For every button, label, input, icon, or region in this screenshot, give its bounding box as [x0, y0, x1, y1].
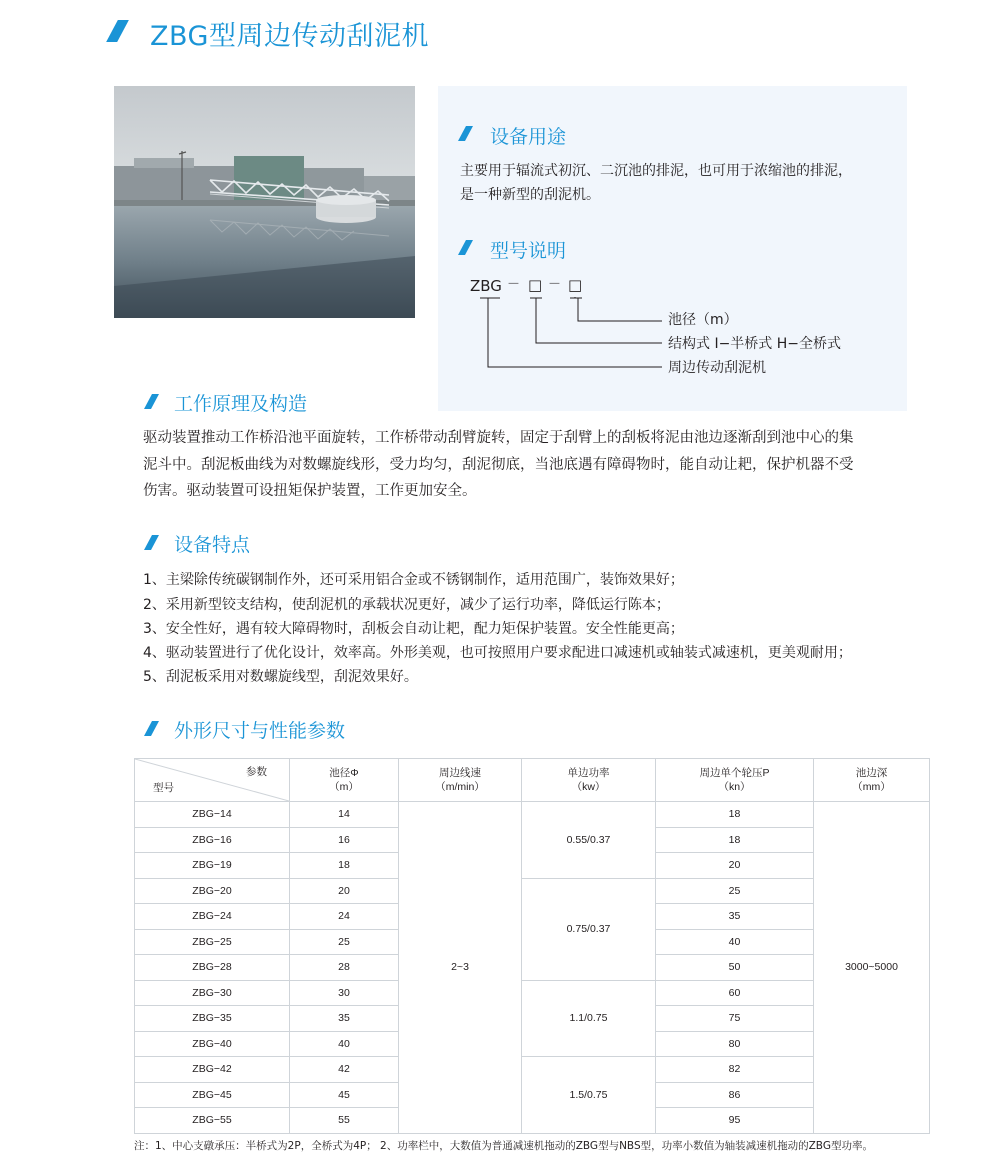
col-speed-header — [399, 759, 522, 802]
usage-heading: 设备用途 — [490, 126, 567, 148]
cell-model: ZBG−16 — [135, 827, 290, 853]
model-dash-1: － — [507, 277, 521, 292]
cell-diameter: 55 — [290, 1108, 399, 1134]
cell-power: 1.5/0.75 — [522, 1057, 656, 1134]
cell-wheel: 80 — [656, 1031, 814, 1057]
cell-model: ZBG−14 — [135, 802, 290, 828]
model-diagram-lines — [480, 295, 680, 375]
corner-cell — [135, 759, 290, 802]
col-diameter-unit: （m） — [329, 781, 359, 793]
table-note: 注：1、中心支礅承压：半桥式为2P，全桥式为4P； 2、功率栏中，大数值为普通减速机拖动的ZBG型与NBS型，功率小数值为轴装减速机拖动的ZBG型功率。 — [134, 1140, 873, 1152]
col-speed-label: 周边线速 — [439, 767, 481, 779]
cell-model: ZBG−45 — [135, 1082, 290, 1108]
corner-param-label: 参数 — [246, 766, 267, 778]
table-accent-bar — [144, 721, 159, 736]
principle-line1: 驱动装置推动工作桥沿池平面旋转，工作桥带动刮臂旋转，固定于刮臂上的刮板将泥由池边逐渐刮到池中心的集 — [143, 430, 854, 446]
table-row — [135, 878, 930, 904]
col-wheel-unit: （kn） — [718, 781, 751, 793]
cell-wheel: 75 — [656, 1006, 814, 1032]
cell-diameter: 16 — [290, 827, 399, 853]
cell-model: ZBG−35 — [135, 1006, 290, 1032]
cell-model: ZBG−20 — [135, 878, 290, 904]
cell-diameter: 40 — [290, 1031, 399, 1057]
col-diameter-header — [290, 759, 399, 802]
cell-power: 0.75/0.37 — [522, 878, 656, 980]
spec-table — [134, 758, 930, 1134]
usage-text-line1: 主要用于辐流式初沉、二沉池的排泥，也可用于浓缩池的排泥， — [460, 163, 852, 179]
model-heading: 型号说明 — [490, 240, 567, 262]
feature-item-3: 3、安全性好，遇有较大障碍物时，刮板会自动让耙，配力矩保护装置。安全性能更高； — [143, 621, 684, 637]
col-depth-label: 池边深 — [855, 767, 888, 779]
cell-wheel: 82 — [656, 1057, 814, 1083]
model-dash-2: － — [548, 277, 562, 292]
model-label-structure: 结构式 I−半桥式 H−全桥式 — [668, 336, 842, 352]
col-speed-unit: （m/min） — [435, 781, 485, 793]
cell-power: 0.55/0.37 — [522, 802, 656, 879]
col-power-unit: （kw） — [571, 781, 606, 793]
cell-model: ZBG−42 — [135, 1057, 290, 1083]
cell-power: 1.1/0.75 — [522, 980, 656, 1057]
col-depth-unit: （mm） — [852, 781, 891, 793]
col-diameter-label: 池径Φ — [329, 767, 359, 779]
table-row — [135, 802, 930, 828]
product-photo — [114, 86, 415, 318]
cell-wheel: 18 — [656, 827, 814, 853]
cell-speed: 2~3 — [399, 802, 522, 1134]
cell-diameter: 25 — [290, 929, 399, 955]
col-power-header — [522, 759, 656, 802]
cell-depth: 3000~5000 — [814, 802, 930, 1134]
col-power-label: 单边功率 — [567, 767, 610, 779]
model-box-2: □ — [568, 276, 583, 294]
feature-item-2: 2、采用新型铰支结构，使刮泥机的承载状况更好，减少了运行功率，降低运行陈本； — [143, 597, 670, 613]
cell-wheel: 20 — [656, 853, 814, 879]
cell-wheel: 40 — [656, 929, 814, 955]
cell-diameter: 45 — [290, 1082, 399, 1108]
model-label-diameter: 池径（m） — [668, 312, 738, 328]
cell-diameter: 14 — [290, 802, 399, 828]
features-accent-bar — [144, 535, 159, 550]
cell-wheel: 50 — [656, 955, 814, 981]
usage-text-line2: 是一种新型的刮泥机。 — [460, 187, 600, 203]
corner-model-label: 型号 — [153, 782, 174, 794]
cell-wheel: 95 — [656, 1108, 814, 1134]
table-row — [135, 980, 930, 1006]
principle-line3: 伤害。驱动装置可设扭矩保护装置，工作更加安全。 — [143, 483, 477, 499]
cell-wheel: 18 — [656, 802, 814, 828]
title-accent-bar — [106, 20, 129, 42]
cell-model: ZBG−40 — [135, 1031, 290, 1057]
cell-diameter: 24 — [290, 904, 399, 930]
col-depth-header — [814, 759, 930, 802]
table-header-row — [135, 759, 930, 802]
cell-diameter: 18 — [290, 853, 399, 879]
cell-wheel: 35 — [656, 904, 814, 930]
principle-line2: 泥斗中。刮泥板曲线为对数螺旋线形，受力均匀，刮泥彻底，当池底遇有障碍物时，能自动让耙，保护机器不受 — [143, 457, 854, 473]
cell-wheel: 86 — [656, 1082, 814, 1108]
cell-diameter: 35 — [290, 1006, 399, 1032]
principle-heading: 工作原理及构造 — [174, 393, 308, 415]
cell-model: ZBG−24 — [135, 904, 290, 930]
features-heading: 设备特点 — [174, 534, 251, 556]
table-heading: 外形尺寸与性能参数 — [174, 720, 346, 742]
cell-model: ZBG−55 — [135, 1108, 290, 1134]
page-title: ZBG型周边传动刮泥机 — [150, 21, 429, 52]
cell-wheel: 25 — [656, 878, 814, 904]
cell-model: ZBG−30 — [135, 980, 290, 1006]
model-box-1: □ — [528, 276, 543, 294]
feature-item-4: 4、驱动装置进行了优化设计，效率高。外形美观，也可按照用户要求配进口减速机或轴装式减速机，更美观耐用； — [143, 645, 852, 661]
cell-diameter: 30 — [290, 980, 399, 1006]
cell-model: ZBG−28 — [135, 955, 290, 981]
cell-model: ZBG−19 — [135, 853, 290, 879]
model-label-name: 周边传动刮泥机 — [668, 360, 766, 376]
table-row — [135, 1057, 930, 1083]
feature-item-1: 1、主梁除传统碳钢制作外，还可采用铝合金或不锈钢制作，适用范围广，装饰效果好； — [143, 572, 684, 588]
model-code: ZBG — [470, 277, 502, 295]
cell-diameter: 28 — [290, 955, 399, 981]
cell-diameter: 20 — [290, 878, 399, 904]
principle-accent-bar — [144, 394, 159, 409]
col-wheel-label: 周边单个轮压P — [699, 767, 770, 779]
cell-wheel: 60 — [656, 980, 814, 1006]
feature-item-5: 5、刮泥板采用对数螺旋线型，刮泥效果好。 — [143, 669, 418, 685]
col-wheel-header — [656, 759, 814, 802]
cell-model: ZBG−25 — [135, 929, 290, 955]
cell-diameter: 42 — [290, 1057, 399, 1083]
